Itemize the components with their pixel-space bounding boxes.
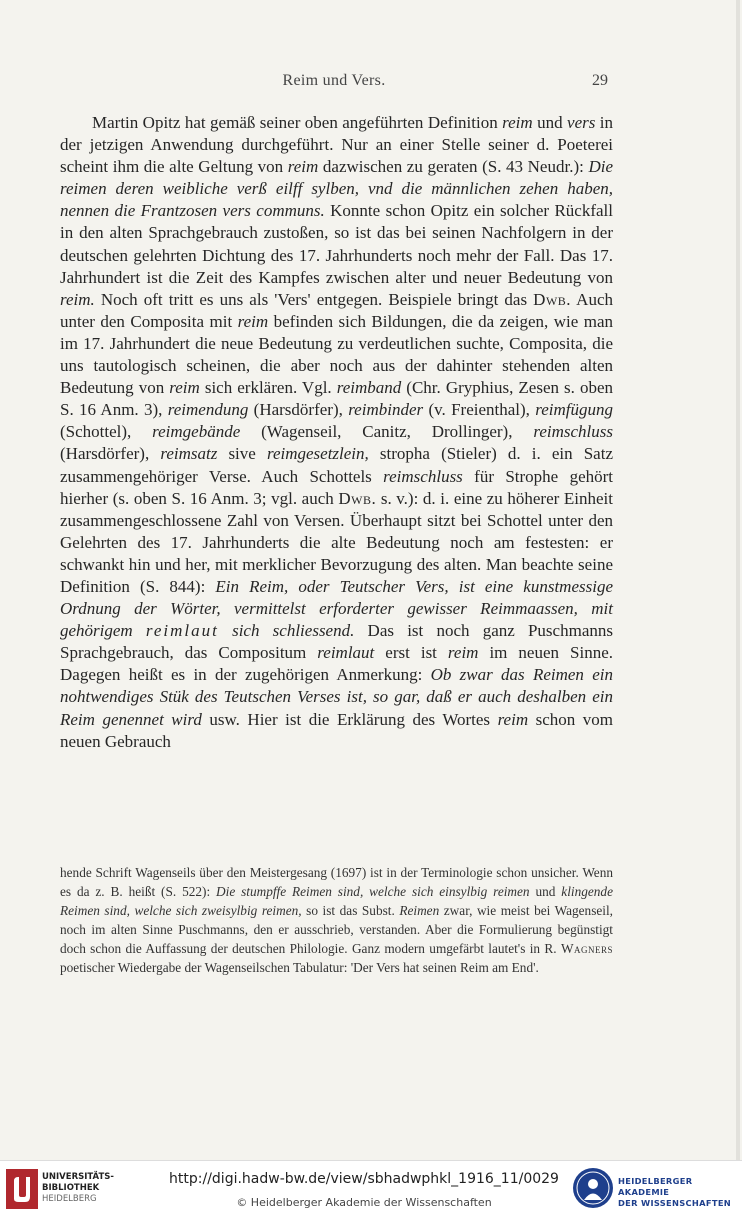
page-number: 29 bbox=[592, 72, 608, 89]
footnote-text: hende Schrift Wagenseils über den Meistergesang (1697) ist in der Terminologie schon unsicher. Wenn es da z. B. heißt (S. 522): Die stumpffe Reimen sind, welche sich einsylbig reimen und klingende Reimen sind, welche sich zweisylbig reimen, so ist das Subst. Reimen zwar, wie meist bei Wagenseil, noch im alten Sinne Puschmanns, den er ausschrieb, verstanden. Aber die Formulierung begünstigt doch schon die Auffassung der deutschen Philologie. Ganz modern umgefärbt lautet's in R. Wagners poetischer Wiedergabe der Wagenseilschen Tabulatur: 'Der Vers hat seinen Reim am End'. bbox=[60, 865, 613, 975]
academy-logo[interactable] bbox=[572, 1167, 738, 1211]
university-library-logo-icon bbox=[6, 1169, 38, 1209]
university-library-name: UNIVERSITÄTS- BIBLIOTHEK HEIDELBERG bbox=[42, 1172, 114, 1204]
academy-seal-icon bbox=[572, 1167, 614, 1209]
running-head bbox=[60, 72, 608, 92]
main-text bbox=[60, 112, 613, 753]
viewer-footer bbox=[0, 1160, 742, 1216]
copyright-notice: © Heidelberger Akademie der Wissenschaften bbox=[236, 1196, 492, 1209]
footnote bbox=[60, 864, 613, 977]
academy-name: HEIDELBERGER AKADEMIE DER WISSENSCHAFTEN bbox=[618, 1176, 732, 1208]
university-library-logo[interactable] bbox=[6, 1169, 146, 1209]
main-paragraph: Martin Opitz hat gemäß seiner oben angeführten Definition reim und vers in der jetzigen Anwendung durchgeführt. Nur an einer Stelle seiner d. Poeterei scheint ihm die alte Geltung von reim dazwischen zu geraten (S. 43 Neudr.): Die reimen deren weibliche verß eilff sylben, vnd die männlichen zehen haben, nennen die Frantzosen vers communs. Konnte schon Opitz ein solcher Rückfall in den alten Sprachgebrauch zustoßen, so ist das bei seinen Nachfolgern in der deutschen gelehrten Dichtung des 17. Jahrhunderts noch mehr der Fall. Das 17. Jahrhundert ist die Zeit des Kampfes zwischen alter und neuer Bedeutung von reim. Noch oft tritt es uns als 'Vers' entgegen. Beispiele bringt das Dwb. Auch unter den Composita mit reim befinden sich Bildungen, die da zeigen, wie man im 17. Jahrhundert die neue Bedeutung zu verdeutlichen suchte, Composita, die uns tautologisch scheinen, die aber noch aus der dahinter stehenden alten Bedeutung von reim sich erklären. Vgl. reimband (Chr. Gryphius, Zesen s. oben S. 16 Anm. 3), reimendung (Harsdörfer), reimbinder (v. Freienthal), reimfügung (Schottel), reimgebände (Wagenseil, Canitz, Drollinger), reimschluss (Harsdörfer), reimsatz sive reimgesetzlein, stropha (Stieler) d. i. ein Satz zusammengehöriger Verse. Auch Schottels reimschluss für Strophe gehört hierher (s. oben S. 16 Anm. 3; vgl. auch Dwb. s. v.): d. i. eine zu höherer Einheit zusammengeschlossene Zahl von Versen. Überhaupt sitzt bei Schottel unter den Gelehrten des 17. Jahrhunderts die alte Bedeutung noch am festesten: er schwankt hin und her, mit merklicher Bevorzugung des alten. Man beachte seine Definition (S. 844): Ein Reim, oder Teutscher Vers, ist eine kunstmessige Ordnung der Wörter, vermittelst erforderter gewisser Reimmaassen, mit gehörigem reimlaut sich schliessend. Das ist noch ganz Puschmanns Sprachgebrauch, das Compositum reimlaut erst ist reim im neuen Sinne. Dagegen heißt es in der zugehörigen Anmerkung: Ob zwar das Reimen ein nohtwendiges Stük des Teutschen Verses ist, so gar, daß er auch deshalben ein Reim genennet wird usw. Hier ist die Erklärung des Wortes reim schon vom neuen Gebrauch bbox=[60, 113, 613, 751]
running-head-title: Reim und Vers. bbox=[282, 72, 386, 89]
page-url-link[interactable]: http://digi.hadw-bw.de/view/sbhadwphkl_1916_11/0029 bbox=[169, 1171, 559, 1187]
